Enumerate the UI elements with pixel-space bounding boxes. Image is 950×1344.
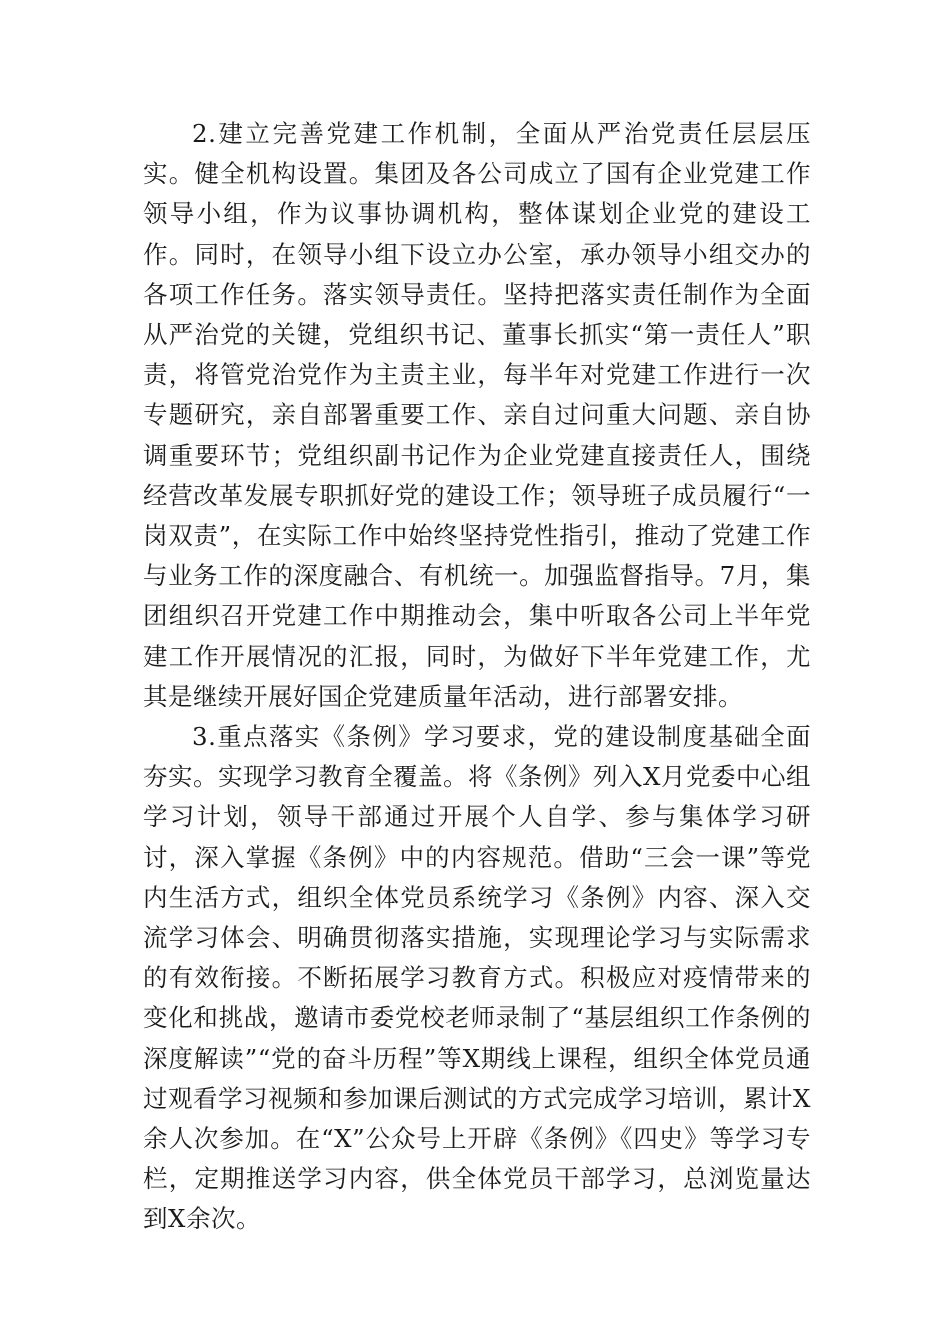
paragraph-regulations-study: 3.重点落实《条例》学习要求，党的建设制度基础全面夯实。实现学习教育全覆盖。将《条例》列入X月党委中心组学习计划，领导干部通过开展个人自学、参与集体学习研讨，深入掌握《条例》中的内容规范。借助“三会一课”等党内生活方式，组织全体党员系统学习《条例》内容、深入交流学习体会、明确贯彻落实措施，实现理论学习与实际需求的有效衔接。不断拓展学习教育方式。积极应对疫情带来的变化和挑战，邀请市委党校老师录制了“基层组织工作条例的深度解读”“党的奋斗历程”等X期线上课程，组织全体党员通过观看学习视频和参加课后测试的方式完成学习培训，累计X余人次参加。在“X”公众号上开辟《条例》《四史》等学习专栏，定期推送学习内容，供全体党员干部学习，总浏览量达到X余次。 — [143, 722, 811, 1234]
document-page — [143, 114, 811, 1240]
paragraph-party-building-mechanism: 2.建立完善党建工作机制，全面从严治党责任层层压实。健全机构设置。集团及各公司成立了国有企业党建工作领导小组，作为议事协调机构，整体谋划企业党的建设工作。同时，在领导小组下设立办公室，承办领导小组交办的各项工作任务。落实领导责任。坚持把落实责任制作为全面从严治党的关键，党组织书记、董事长抓实“第一责任人”职责，将管党治党作为主责主业，每半年对党建工作进行一次专题研究，亲自部署重要工作、亲自过问重大问题、亲自协调重要环节；党组织副书记作为企业党建直接责任人，围绕经营改革发展专职抓好党的建设工作；领导班子成员履行“一岗双责”，在实际工作中始终坚持党性指引，推动了党建工作与业务工作的深度融合、有机统一。加强监督指导。7月，集团组织召开党建工作中期推动会，集中听取各公司上半年党建工作开展情况的汇报，同时，为做好下半年党建工作，尤其是继续开展好国企党建质量年活动，进行部署安排。 — [143, 119, 811, 711]
